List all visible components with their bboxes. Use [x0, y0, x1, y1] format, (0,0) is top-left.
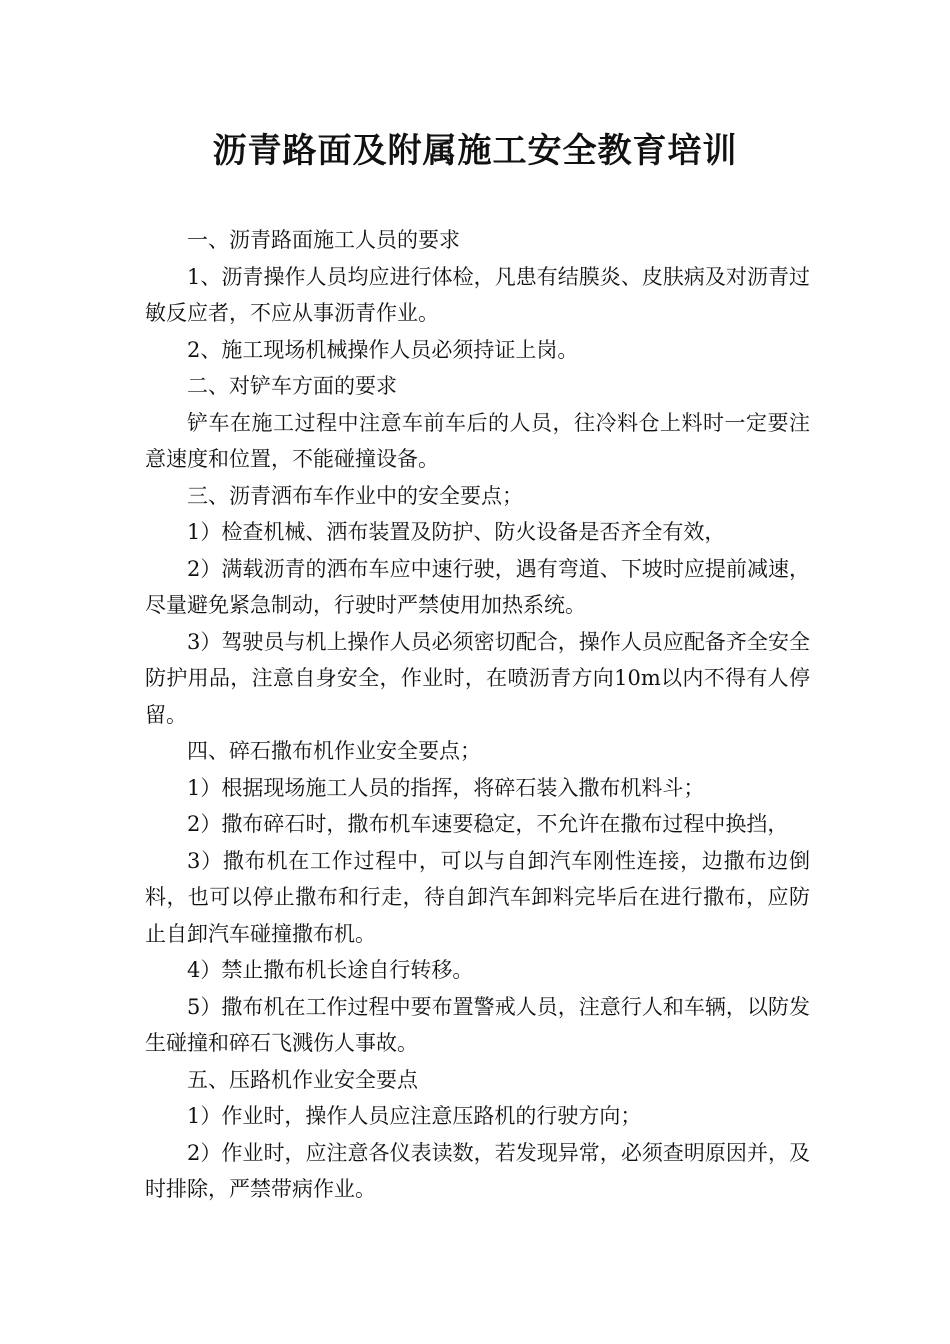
paragraph: 1）根据现场施工人员的指挥，将碎石装入撒布机料斗； [187, 775, 705, 800]
paragraph: 5）撒布机在工作过程中要布置警戒人员，注意行人和车辆，以防发生碰撞和碎石飞溅伤人事故。 [145, 994, 810, 1055]
paragraph: 1）作业时，操作人员应注意压路机的行驶方向； [187, 1104, 642, 1128]
paragraph: 铲车在施工过程中注意车前车后的人员，往冷料仓上料时一定要注意速度和位置，不能碰撞设备。 [145, 410, 810, 471]
paragraph: 1）检查机械、洒布装置及防护、防火设备是否齐全有效， [187, 520, 726, 544]
document-body [145, 222, 810, 1208]
paragraph: 2）满载沥青的洒布车应中速行驶，遇有弯道、下坡时应提前减速，尽量避免紧急制动，行驶时严禁使用加热系统。 [145, 556, 810, 617]
paragraph: 2）撒布碎石时，撒布机车速要稳定，不允许在撒布过程中换挡， [187, 812, 789, 836]
paragraph-section-1-heading: 一、沥青路面施工人员的要求 [187, 228, 460, 252]
paragraph-section-2-heading: 二、对铲车方面的要求 [187, 374, 397, 398]
paragraph: 2）作业时，应注意各仪表读数，若发现异常，必须查明原因并，及时排除，严禁带病作业。 [145, 1140, 810, 1201]
paragraph: 3）撒布机在工作过程中，可以与自卸汽车刚性连接，边撒布边倒料，也可以停止撒布和行走，待自卸汽车卸料完毕后在进行撒布，应防止自卸汽车碰撞撒布机。 [145, 848, 810, 946]
paragraph-section-4-heading: 四、碎石撒布机作业安全要点； [187, 739, 481, 763]
paragraph: 4）禁止撒布机长途自行转移。 [187, 958, 474, 982]
paragraph: 1、沥青操作人员均应进行体检，凡患有结膜炎、皮肤病及对沥青过敏反应者，不应从事沥青作业。 [145, 264, 810, 325]
paragraph: 3）驾驶员与机上操作人员必须密切配合，操作人员应配备齐全安全防护用品，注意自身安全，作业时，在喷沥青方向10m以内不得有人停留。 [145, 629, 810, 727]
document-title: 沥青路面及附属施工安全教育培训 [212, 131, 738, 171]
paragraph: 2、施工现场机械操作人员必须持证上岗。 [187, 337, 579, 362]
paragraph-section-5-heading: 五、压路机作业安全要点 [187, 1067, 418, 1092]
paragraph-section-3-heading: 三、沥青洒布车作业中的安全要点； [187, 483, 523, 508]
